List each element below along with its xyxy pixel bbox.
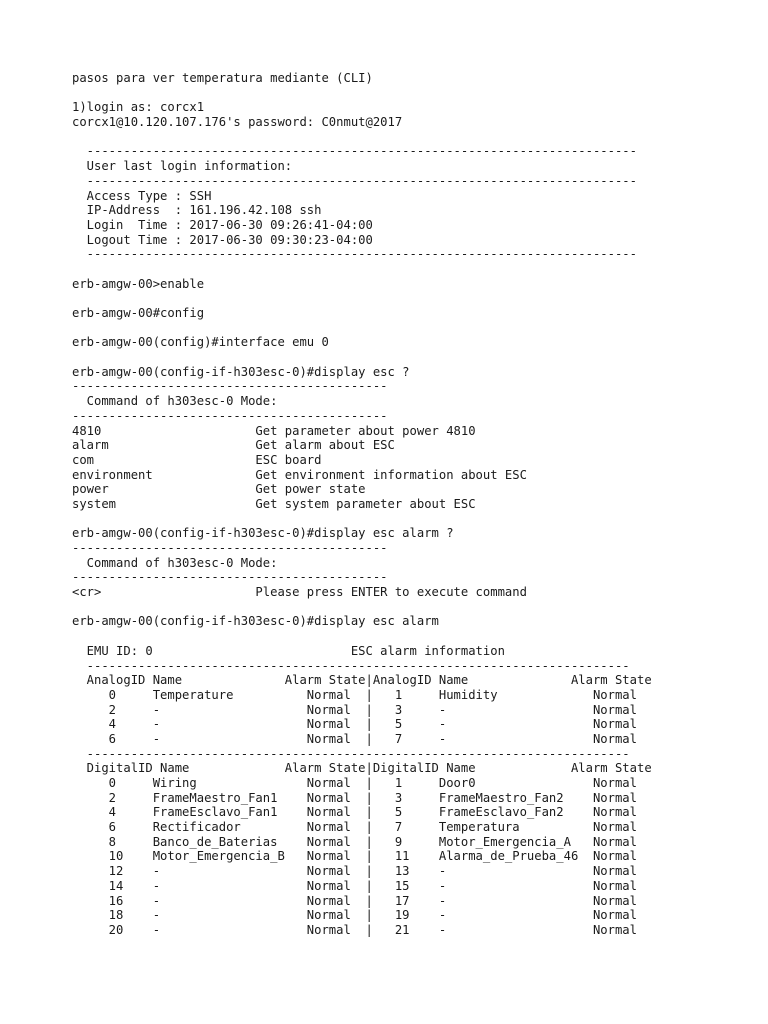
transcript-line: Logout Time : 2017-06-30 09:30:23-04:00 [72,232,373,247]
blank-line [72,130,652,145]
transcript-line: ------------------------------------------- [72,570,388,585]
blank-line [72,321,652,336]
blank-line [72,86,652,101]
transcript-line: 20 - Normal | 21 - Normal [72,922,637,937]
transcript-line: --------------------------------------------------------------------------- [72,173,637,188]
transcript-line: 4 FrameEsclavo_Fan1 Normal | 5 FrameEsclavo_Fan2 Normal [72,805,637,820]
transcript-line: erb-amgw-00>enable [72,276,205,291]
transcript-line: power Get power state [72,482,366,497]
transcript-line: 1)login as: corcx1 [72,100,205,115]
transcript-line: ------------------------------------------- [72,541,388,555]
cli-transcript [72,71,652,938]
blank-line [72,629,652,644]
transcript-line: 0 Temperature Normal | 1 Humidity Normal [72,687,637,702]
blank-line [72,291,652,306]
blank-line [72,350,652,365]
transcript-line: pasos para ver temperatura mediante (CLI) [72,71,373,85]
transcript-line: erb-amgw-00(config-if-h303esc-0)#display esc alarm [72,614,439,629]
transcript-line: system Get system parameter about ESC [72,496,476,511]
transcript-line: erb-amgw-00#config [72,306,205,320]
transcript-line: environment Get environment information about ESC [72,467,527,482]
transcript-line: <cr> Please press ENTER to execute command [72,585,527,600]
transcript-line: 0 Wiring Normal | 1 Door0 Normal [72,776,637,790]
transcript-line: Command of h303esc-0 Mode: [72,394,278,409]
transcript-line: User last login information: [72,159,293,174]
transcript-line: 18 - Normal | 19 - Normal [72,908,637,923]
transcript-line: -------------------------------------------------------------------------- [72,746,630,761]
transcript-line: --------------------------------------------------------------------------- [72,247,637,262]
transcript-line: erb-amgw-00(config-if-h303esc-0)#display esc ? [72,364,410,379]
transcript-line: -------------------------------------------------------------------------- [72,658,630,673]
transcript-line: Access Type : SSH [72,188,212,203]
transcript-line: 12 - Normal | 13 - Normal [72,864,637,879]
transcript-line: 16 - Normal | 17 - Normal [72,893,637,908]
transcript-line: 14 - Normal | 15 - Normal [72,878,637,893]
transcript-line: --------------------------------------------------------------------------- [72,144,637,159]
blank-line [72,512,652,527]
transcript-line: 10 Motor_Emergencia_B Normal | 11 Alarma_de_Prueba_46 Normal [72,849,637,864]
transcript-line: 6 - Normal | 7 - Normal [72,731,637,746]
transcript-line: ------------------------------------------- [72,408,388,423]
transcript-line: erb-amgw-00(config)#interface emu 0 [72,335,329,350]
transcript-line: 4810 Get parameter about power 4810 [72,423,476,438]
blank-line [72,262,652,277]
transcript-line: 6 Rectificador Normal | 7 Temperatura Normal [72,820,637,835]
transcript-line: 2 - Normal | 3 - Normal [72,702,637,717]
transcript-line: com ESC board [72,452,322,467]
transcript-line: corcx1@10.120.107.176's password: C0nmut@2017 [72,115,403,130]
transcript-line: AnalogID Name Alarm State|AnalogID Name Alarm State [72,673,652,688]
transcript-line: Login Time : 2017-06-30 09:26:41-04:00 [72,217,373,232]
transcript-line: EMU ID: 0 ESC alarm information [72,643,505,658]
transcript-line: 4 - Normal | 5 - Normal [72,717,637,732]
blank-line [72,600,652,615]
transcript-line: IP-Address : 161.196.42.108 ssh [72,203,322,218]
transcript-line: erb-amgw-00(config-if-h303esc-0)#display esc alarm ? [72,526,454,541]
transcript-line: Command of h303esc-0 Mode: [72,555,278,570]
transcript-line: DigitalID Name Alarm State|DigitalID Name Alarm State [72,761,652,776]
transcript-line: alarm Get alarm about ESC [72,438,395,453]
transcript-line: 8 Banco_de_Baterias Normal | 9 Motor_Emergencia_A Normal [72,834,637,849]
transcript-line: 2 FrameMaestro_Fan1 Normal | 3 FrameMaestro_Fan2 Normal [72,790,637,805]
transcript-line: ------------------------------------------- [72,379,388,394]
